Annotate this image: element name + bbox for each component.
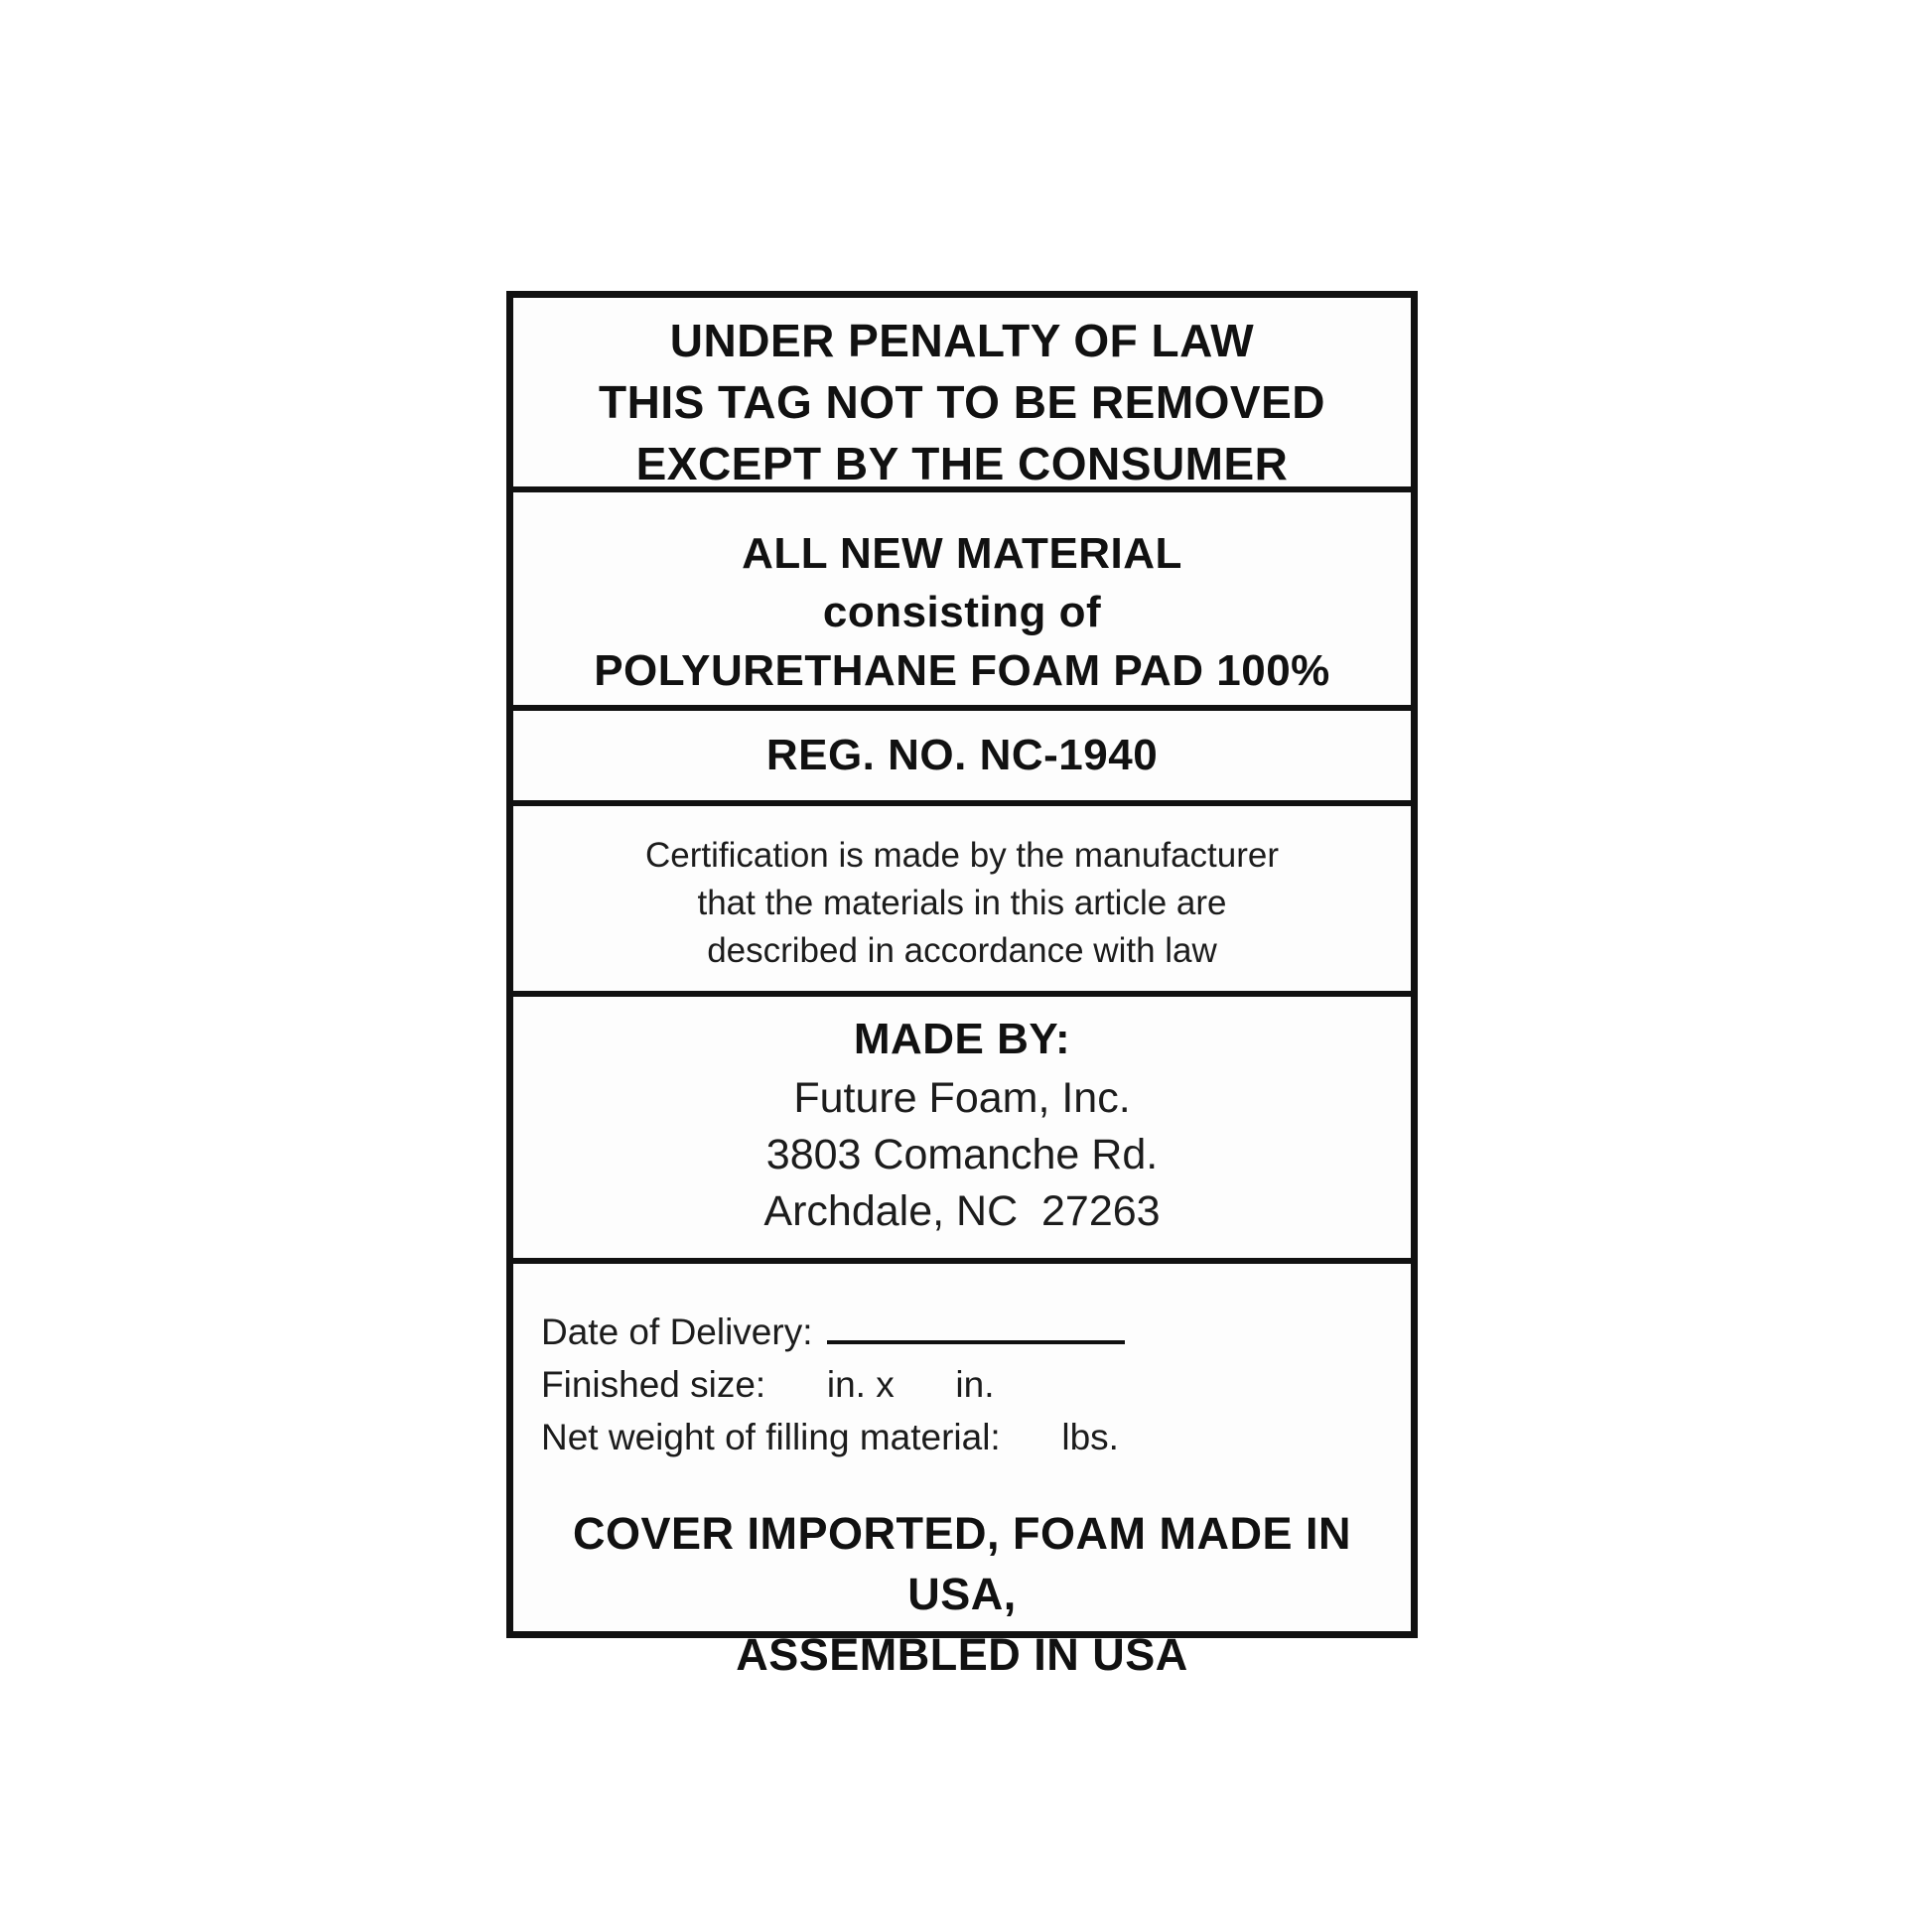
law-label-tag (506, 291, 1418, 1680)
finished-size-line: Finished size: in. x in. (541, 1364, 995, 1405)
material-line-2: consisting of (822, 588, 1102, 636)
material-section (513, 492, 1411, 711)
origin-line-1: COVER IMPORTED, FOAM MADE IN USA, (572, 1508, 1365, 1619)
penalty-line-1: UNDER PENALTY OF LAW (669, 315, 1255, 366)
date-of-delivery-blank-line (827, 1311, 1125, 1344)
details-section (513, 1264, 1411, 1685)
certification-line-2: that the materials in this article are (697, 884, 1227, 922)
registration-section (513, 711, 1411, 806)
registration-number: REG. NO. NC-1940 (765, 731, 1159, 779)
material-line-1: ALL NEW MATERIAL (742, 529, 1182, 578)
manufacturer-name: Future Foam, Inc. (793, 1074, 1131, 1122)
material-line-3: POLYURETHANE FOAM PAD 100% (594, 646, 1330, 695)
penalty-line-3: EXCEPT BY THE CONSUMER (635, 438, 1289, 489)
penalty-line-2: THIS TAG NOT TO BE REMOVED (599, 376, 1325, 428)
net-weight-line: Net weight of filling material: lbs. (541, 1417, 1119, 1457)
certification-line-3: described in accordance with law (707, 931, 1217, 970)
certification-line-1: Certification is made by the manufacturer (644, 836, 1280, 875)
date-of-delivery-label: Date of Delivery: (541, 1311, 813, 1352)
origin-statement (541, 1503, 1383, 1685)
made-by-heading: MADE BY: (853, 1015, 1071, 1063)
penalty-section (513, 298, 1411, 492)
manufacturer-city-state-zip: Archdale, NC 27263 (763, 1187, 1161, 1235)
date-of-delivery-line (541, 1306, 1383, 1358)
manufacturer-street: 3803 Comanche Rd. (765, 1131, 1159, 1178)
origin-line-2: ASSEMBLED IN USA (736, 1629, 1188, 1680)
made-by-section (513, 997, 1411, 1264)
certification-section (513, 806, 1411, 997)
